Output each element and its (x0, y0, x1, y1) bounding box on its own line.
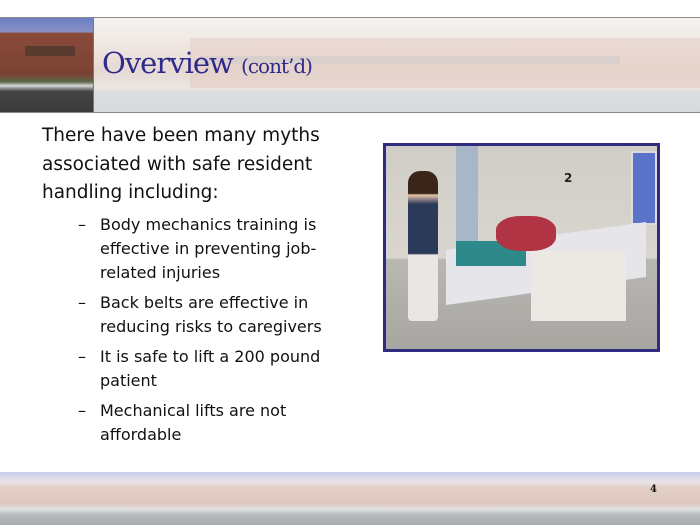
bullet-item (78, 345, 362, 393)
bullet-item (78, 291, 362, 339)
bullet-item (78, 213, 362, 285)
bullet-text: Body mechanics training is effective in preventing job-related injuries (100, 214, 317, 282)
bullet-text: Mechanical lifts are not affordable (100, 400, 287, 444)
building-thumbnail-image (0, 18, 94, 112)
hospital-room-photo (383, 143, 660, 352)
bullet-marker: – (78, 346, 86, 366)
bullet-marker: – (78, 214, 86, 234)
room-number: 2 (564, 171, 573, 185)
slide-title (102, 46, 312, 80)
title-suffix: (cont’d) (241, 54, 312, 78)
title-main: Overview (102, 46, 233, 80)
bullet-marker: – (78, 400, 86, 420)
page-number: 4 (650, 484, 657, 495)
footer-banner (0, 472, 700, 525)
bullet-item (78, 399, 362, 447)
bullet-marker: – (78, 292, 86, 312)
slide-body (42, 122, 362, 453)
bullet-text: Back belts are effective in reducing risks to caregivers (100, 292, 322, 336)
lead-text: There have been many myths associated with safe resident handling including: (42, 125, 320, 203)
bullet-list (42, 213, 362, 447)
bullet-text: It is safe to lift a 200 pound patient (100, 346, 321, 390)
